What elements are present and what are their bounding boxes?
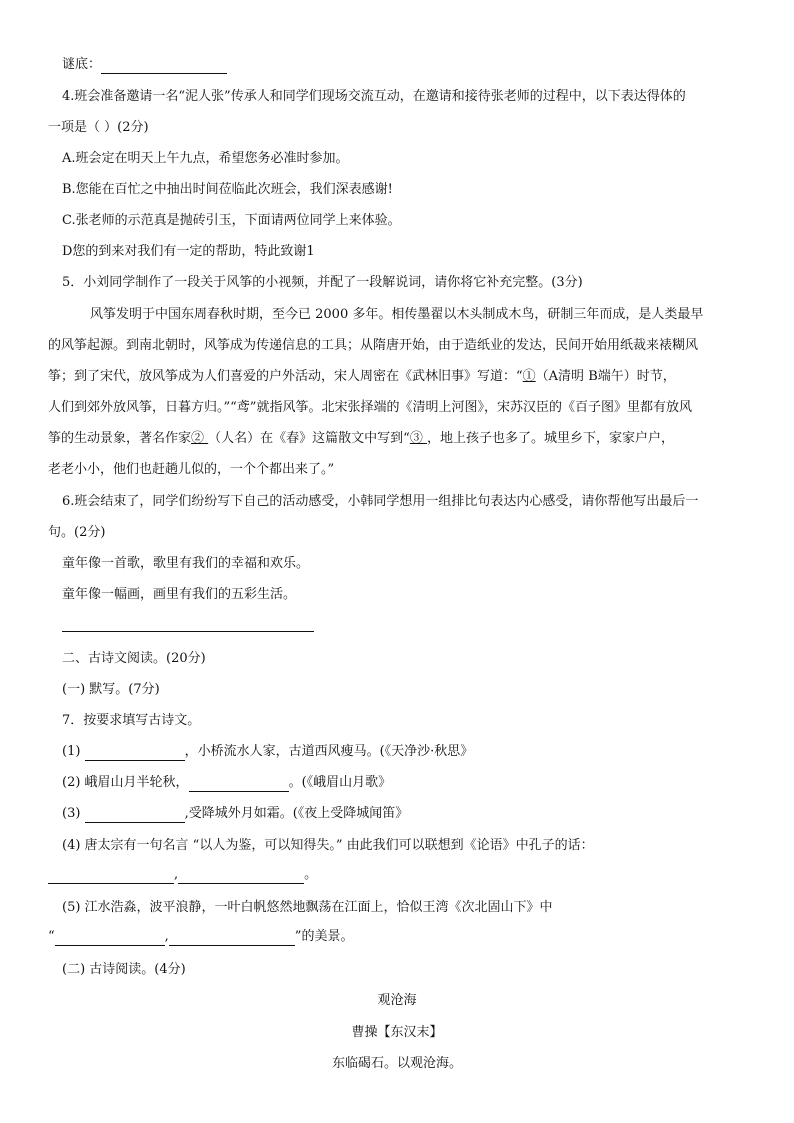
- q5-text: （A清明 B端午）时节，: [535, 369, 676, 384]
- q7-item-5-answer: [48, 928, 353, 946]
- q7-item-1: [62, 743, 473, 761]
- q7-item-4-blank-2[interactable]: [178, 869, 304, 884]
- section2-sub2: (二) 古诗阅读。(4分): [62, 962, 186, 977]
- q7-item-2-blank[interactable]: [189, 777, 289, 792]
- q5-text: （人名）在《春》这篇散文中写到“: [208, 431, 410, 446]
- q7-text: (1): [62, 744, 81, 759]
- q6-sentence-1: 童年像一首歌，歌里有我们的幸福和欢乐。: [62, 556, 310, 571]
- riddle-answer-blank[interactable]: [101, 59, 227, 74]
- q5-text: 筝；到了宋代，放风筝成为人们喜爱的户外活动，宋人周密在《武林旧事》写道：“: [48, 369, 523, 384]
- q7-item-5-blank-2[interactable]: [169, 931, 295, 946]
- q7-text: ,受降城外月如霜。(《夜上受降城闻笛》: [184, 806, 409, 821]
- q5-paragraph-line4: 人们到郊外放风筝，日暮方归。”“鸢”就指风筝。北宋张择端的《清明上河图》，宋苏汉臣的《百子图》里都有放风: [48, 400, 692, 415]
- riddle-answer-label: 谜底：: [62, 57, 102, 72]
- q6-sentence-2: 童年像一幅画，画里有我们的五彩生活。: [62, 587, 297, 602]
- section2-title: 二、古诗文阅读。(20分): [62, 651, 206, 666]
- q7-text: (3): [62, 806, 81, 821]
- poem-author: 曹操【东汉末】: [351, 1025, 443, 1040]
- q4-stem-line1: 4.班会准备邀请一名“泥人张”传承人和同学们现场交流互动，在邀请和接待张老师的过程中，以下表达得体的: [62, 89, 686, 104]
- q7-item-4-answer: [48, 866, 317, 884]
- q5-paragraph-line2: 的风筝起源。到南北朝时，风筝成为传递信息的工具；从隋唐开始，由于造纸业的发达，民间开始用纸裁来裱糊风: [48, 338, 699, 353]
- q7-item-2: [62, 774, 391, 792]
- q5-blank-3[interactable]: ③: [409, 431, 427, 446]
- q5-stem: 5．小刘同学制作了一段关于风筝的小视频，并配了一段解说词，请你将它补充完整。(3分): [62, 275, 583, 290]
- poem-line-1: 东临碣石。以观沧海。: [331, 1056, 462, 1071]
- q7-text: ,: [174, 867, 179, 882]
- q5-paragraph-line6: 老老小小，他们也赶趟儿似的，一个个都出来了。”: [48, 462, 335, 477]
- q7-stem: 7．按要求填写古诗文。: [62, 713, 201, 728]
- q5-blank-2[interactable]: ②: [191, 431, 209, 446]
- q4-option-b: B.您能在百忙之中抽出时间莅临此次班会，我们深表感谢!: [62, 182, 393, 197]
- q7-text: ”的美景。: [294, 929, 354, 944]
- section2-sub1: (一) 默写。(7分): [62, 682, 160, 697]
- q4-option-c: C.张老师的示范真是抛砖引玉，下面请两位同学上来体验。: [62, 213, 401, 228]
- q7-text: 。(《峨眉山月歌》: [288, 775, 392, 790]
- q7-item-4: (4) 唐太宗有一句名言 “以人为鉴，可以知得失。” 由此我们可以联想到《论语》中孔子的话：: [62, 838, 594, 853]
- q4-stem-line2: 一项是（ ）(2分): [48, 120, 149, 135]
- q7-item-5: (5) 江水浩淼，波平浪静，一叶白帆悠然地飘荡在江面上，恰似王湾《次北固山下》中: [62, 900, 553, 915]
- q6-answer-row: [62, 614, 314, 632]
- riddle-answer-row: [62, 56, 227, 74]
- q5-paragraph-line5: [48, 430, 674, 448]
- q7-text: ,: [164, 929, 169, 944]
- q7-text: “: [48, 929, 55, 944]
- q7-item-1-blank[interactable]: [85, 746, 185, 761]
- q5-text: 筝的生动景象，著名作家: [48, 431, 192, 446]
- q5-blank-1[interactable]: ①: [522, 369, 536, 384]
- q7-item-5-blank-1[interactable]: [55, 931, 165, 946]
- q7-item-4-blank-1[interactable]: [48, 869, 174, 884]
- q5-text: ，地上孩子也多了。城里乡下，家家户户，: [426, 431, 674, 446]
- q5-paragraph-line3: [48, 368, 676, 386]
- q7-item-3: [62, 805, 408, 823]
- q7-text: (2) 峨眉山月半轮秋，: [62, 775, 189, 790]
- q7-text: 。: [304, 867, 318, 882]
- q6-answer-blank[interactable]: [62, 617, 314, 632]
- q7-item-3-blank[interactable]: [85, 808, 185, 823]
- q7-text: ，小桥流水人家，古道西风瘦马。(《天净沙·秋思》: [184, 744, 474, 759]
- poem-title: 观沧海: [377, 993, 417, 1008]
- q4-option-d: D您的到来对我们有一定的帮助，特此致谢1: [62, 244, 315, 259]
- q5-paragraph-line1: 风筝发明于中国东周春秋时期，至今已 2000 多年。相传墨翟以木头制成木鸟，研制三年而成，是人类最早: [90, 307, 704, 322]
- q4-option-a: A.班会定在明天上午九点，希望您务必准时参加。: [62, 151, 349, 166]
- q6-stem-line1: 6.班会结束了，同学们纷纷写下自己的活动感受，小韩同学想用一组排比句表达内心感受，请你帮他写出最后一: [62, 494, 699, 509]
- q6-stem-line2: 句。(2分): [48, 525, 106, 540]
